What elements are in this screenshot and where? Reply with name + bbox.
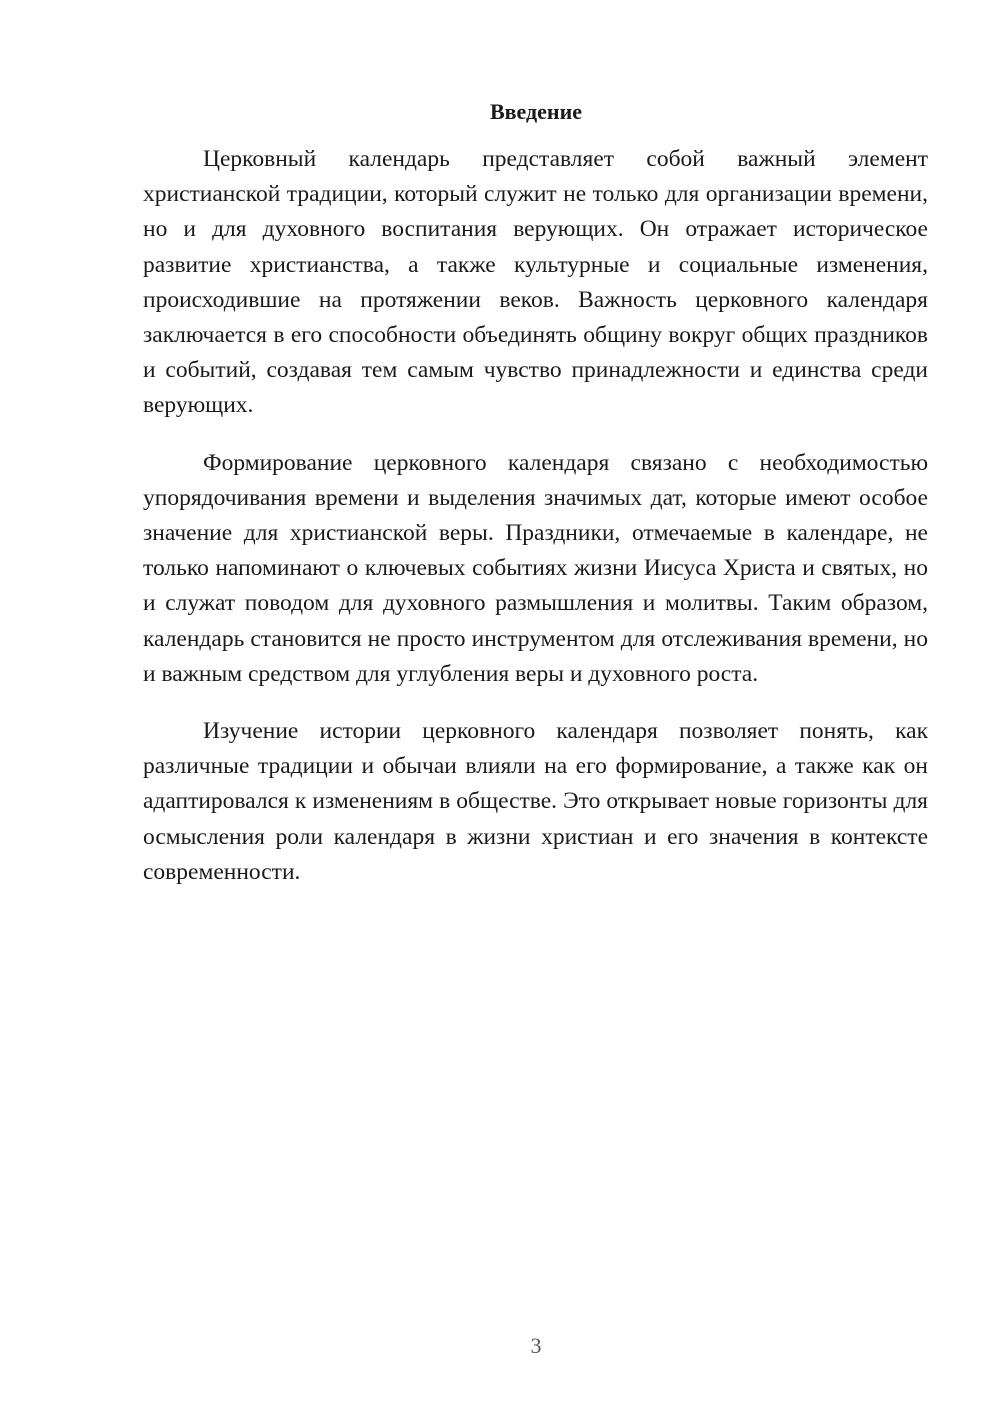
section-heading: Введение [489,99,583,124]
paragraph-2: Формирование церковного календаря связано с необходимостью упорядочивания времени и выделения значимых дат, которые имеют особое значение для христианской веры. Праздники, отмечаемые в календаре, не только напоминают о ключевых событиях жизни Иисуса Христа и святых, но и служат поводом для духовного размышления и молитвы. Таким образом, календарь становится не просто инструментом для отслеживания времени, но и важным средством для углубления веры и духовного роста. [143,449,928,687]
body-text [143,142,928,912]
paragraph-3: Изучение истории церковного календаря позволяет понять, как различные традиции и обычаи влияли на его формирование, а также как он адаптировался к изменениям в обществе. Это открывает новые горизонты для осмысления роли календаря в жизни христиан и его значения в контексте современности. [143,718,928,885]
page-number: 3 [530,1333,542,1358]
paragraph-1: Церковный календарь представляет собой важный элемент христианской традиции, который служит не только для организации времени, но и для духовного воспитания верующих. Он отражает историческое развитие христианства, а также культурные и социальные изменения, происходившие на протяжении веков. Важность церковного календаря заключается в его способности объединять общину вокруг общих праздников и событий, создавая тем самым чувство принадлежности и единства среди верующих. [143,146,928,419]
